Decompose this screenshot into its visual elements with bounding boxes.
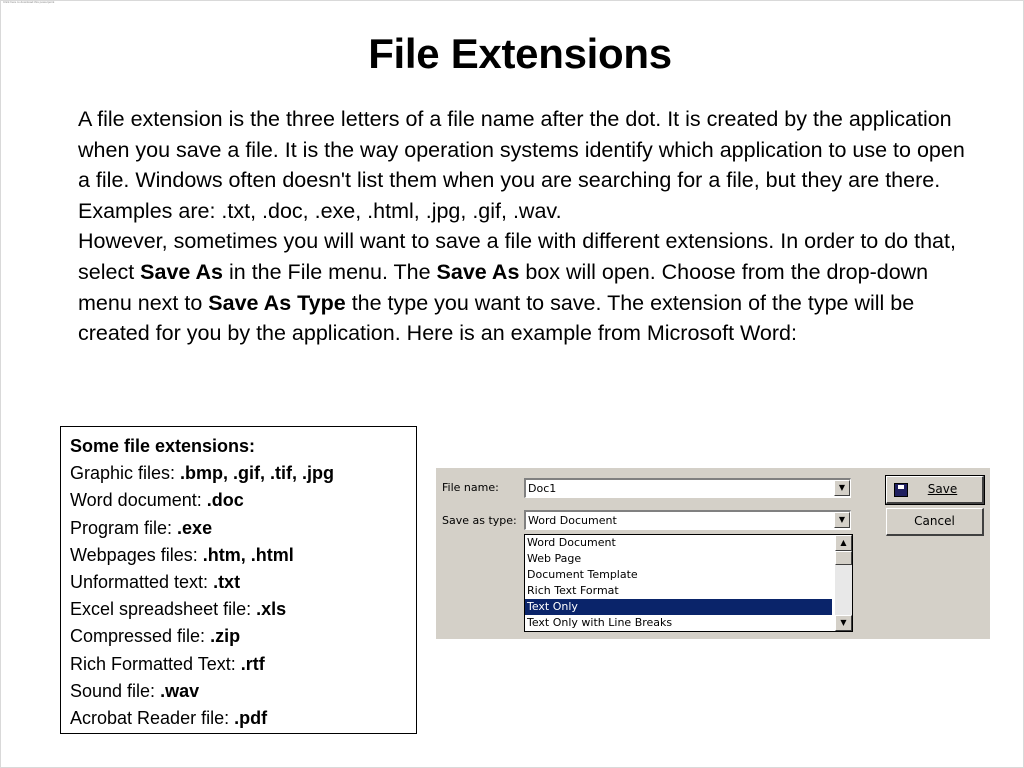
extension-value: .htm, .html: [202, 544, 294, 565]
extension-label: Word document:: [70, 490, 207, 511]
extension-label: Compressed file:: [70, 626, 211, 647]
save-as-paragraph: [78, 226, 978, 348]
save-as-type-dropdown-list[interactable]: [524, 534, 853, 632]
chevron-down-icon[interactable]: ▼: [834, 512, 850, 528]
extension-value: .bmp, .gif, .tif, .jpg: [180, 463, 335, 484]
save-button[interactable]: [886, 476, 984, 504]
text-segment: However, sometimes you will want to save a file with different extensions. In order to do that, select: [78, 229, 956, 284]
extensions-heading: Some file extensions:: [70, 436, 256, 456]
list-item-selected[interactable]: Text Only: [525, 599, 832, 615]
download-link[interactable]: Click here to download this powerpoint: [3, 0, 55, 4]
extension-row: [70, 487, 416, 514]
extension-label: Acrobat Reader file:: [70, 708, 235, 729]
extension-value: .xls: [256, 599, 287, 620]
save-dialog-screenshot: [436, 468, 990, 639]
body-text: [78, 104, 978, 349]
extensions-box: [60, 426, 417, 734]
bold-save-as-type: Save As Type: [208, 290, 346, 315]
extension-value: .doc: [206, 490, 244, 511]
extension-value: .exe: [177, 517, 213, 538]
bold-save-as: Save As: [436, 259, 520, 284]
extension-value: .pdf: [234, 708, 268, 729]
extension-row: [70, 705, 416, 732]
save-button-label: Save: [927, 482, 958, 496]
extension-value: .zip: [210, 626, 241, 647]
bold-save-as: Save As: [140, 259, 224, 284]
list-item[interactable]: Document Template: [527, 568, 638, 581]
scrollbar-thumb[interactable]: [835, 551, 852, 565]
text-segment: in the File menu. The: [223, 259, 437, 284]
extension-row: [70, 569, 416, 596]
save-as-type-value: Word Document: [528, 514, 617, 527]
extension-label: Sound file:: [70, 680, 161, 701]
list-item[interactable]: Word Document: [527, 536, 616, 549]
extension-row: [70, 596, 416, 623]
save-as-type-select[interactable]: [524, 510, 851, 530]
extension-value: .rtf: [240, 653, 265, 674]
floppy-disk-icon: [894, 483, 908, 497]
arrow-down-icon[interactable]: ▼: [835, 615, 852, 631]
list-item[interactable]: Web Page: [527, 552, 582, 565]
extension-row: [70, 515, 416, 542]
extension-value: .txt: [213, 572, 241, 593]
extension-row: [70, 678, 416, 705]
save-as-type-label: Save as type:: [442, 514, 517, 527]
extension-row: [70, 623, 416, 650]
extension-label: Graphic files:: [70, 463, 181, 484]
file-name-combo[interactable]: [524, 478, 851, 498]
extension-row: [70, 542, 416, 569]
extension-row: [70, 651, 416, 678]
extension-label: Program file:: [70, 517, 178, 538]
extension-value: .wav: [160, 680, 200, 701]
list-item[interactable]: Text Only with Line Breaks: [527, 616, 673, 629]
extension-label: Rich Formatted Text:: [70, 653, 241, 674]
list-item[interactable]: Rich Text Format: [527, 584, 619, 597]
file-name-value: Doc1: [528, 482, 557, 495]
file-name-label: File name:: [442, 481, 499, 494]
extension-row: [70, 460, 416, 487]
chevron-down-icon[interactable]: ▼: [834, 480, 850, 496]
extension-label: Unformatted text:: [70, 572, 214, 593]
vertical-scrollbar[interactable]: [835, 535, 852, 631]
extension-label: Excel spreadsheet file:: [70, 599, 257, 620]
page-title: File Extensions: [368, 30, 672, 77]
extension-label: Webpages files:: [70, 544, 203, 565]
text-segment: the type you want to save. The extension of the type will be created for you by the application. Here is an example from Microsoft Word:: [78, 290, 915, 346]
intro-paragraph: A file extension is the three letters of a file name after the dot. It is created by the application when you save a file. It is the way operation systems identify which application to use to open a file. Windows often doesn't list them when you are searching for a file, but they are there. Examples are: .txt, .doc, .exe, .html, .jpg, .gif, .wav.: [78, 107, 965, 223]
arrow-up-icon[interactable]: ▲: [835, 535, 852, 551]
text-segment: box will open. Choose from the drop-down menu next to: [78, 259, 929, 315]
cancel-button[interactable]: Cancel: [886, 508, 984, 536]
